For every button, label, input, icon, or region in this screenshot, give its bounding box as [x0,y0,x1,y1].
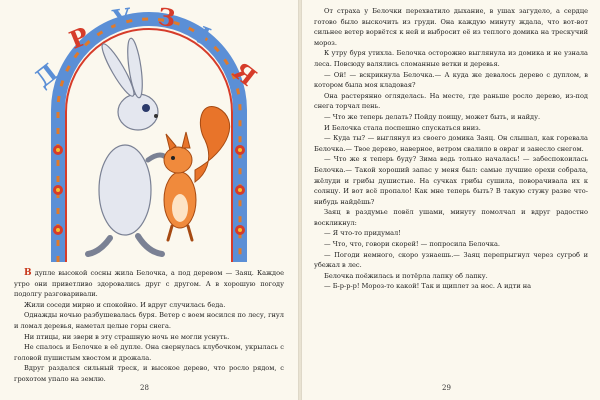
right-page-text [314,6,588,292]
title-letter: Р [65,21,93,55]
paragraph: Ни птицы, ни звери в эту страшную ночь не могли уснуть. [24,332,230,341]
paragraph: — Ой! — вскрикнула Белочка.— А куда же девалось дерево с дуплом, в котором была моя кладовая? [314,70,588,90]
paragraph: Заяц в раздумье повёл ушами, минуту помолчал и вдруг радостно воскликнул: [314,208,588,227]
paragraph: Не спалось и Белочке в её дупле. Она свернулась клубочком, укрылась с головой пушистым хвостом и дрожала. [14,343,284,362]
paragraph: И Белочка стала поспешно спускаться вниз. [324,123,481,132]
page-number-left: 28 [140,384,149,392]
drop-cap: В [24,268,32,278]
squirrel-figure [164,106,230,240]
paragraph: — Что же теперь делать? Пойду поищу, может быть, и найду. [324,112,541,121]
title-letter: З [156,1,178,33]
title-letter: Я [227,56,263,92]
paragraph: — Погоди немного, скоро узнаешь.— Заяц перепрыгнул через сугроб и убежал в лес. [314,250,588,270]
paragraph: Она растерянно огляделась. На месте, где раньше росло дерево, из-под снега торчал пень. [314,91,588,111]
right-page [302,0,600,400]
paragraph: Однажды ночью разбушевалась буря. Ветер с воем носился по лесу, гнул и ломал деревья, наметал целые горы снега. [14,311,284,330]
paragraph: К утру буря утихла. Белочка осторожно выглянула из домика и не узнала леса. Повсюду валялись сломанные ветки и деревья. [314,49,588,68]
left-page [0,0,298,400]
paragraph: Жили соседи мирно и спокойно. И вдруг случилась беда. [24,300,226,309]
title-letter: Д [28,57,64,94]
page-number-right: 29 [442,384,451,392]
paragraph: Вдруг раздался сильный треск, и высокое дерево, что росло рядом, с грохотом упало на землю. [14,364,284,383]
paragraph: — Я что-то придумал! [324,229,401,238]
hare-figure [88,37,168,254]
paragraph: — Что же я теперь буду? Зима ведь только началась! — забеспокоилась Белочка.— Такой хороший запас у меня был: самые лучшие орехи собрала, жёлуди и грибы душистые. На сучках грибы сушила, поворачивала их к солнцу. И вот всё пропало! Как мне теперь быть? В такую стужу разве что-нибудь найдёшь? [314,155,588,206]
paragraph: В дупле высокой сосны жила Белочка, а под деревом — Заяц. Каждое утро они приветливо здоровались друг с другом. А в хорошую погоду подолгу разговаривали. [14,268,284,299]
title-letter: У [110,1,134,34]
left-page-text [14,268,284,385]
title-letter: Ь [193,20,223,55]
paragraph: Белочка поёжилась и потёрла лапку об лапку. [324,271,488,280]
paragraph: От страха у Белочки перехватило дыхание, в ушах загудело, а сердце готово было выскочить из груди. Она каждую минуту ждала, что вот-вот сильнее ветер ворвётся к ней и выбросит её из теплого домика на трескучий мороз. [314,7,588,47]
friends-illustration [0,0,298,270]
paragraph: — Б-р-р-р! Мороз-то какой! Так и щиплет за нос. А идти на [324,282,532,291]
paragraph: — Куда ты? — выглянул из своего домика Заяц. Он слышал, как горевала Белочка.— Твое дерево, наверное, ветром свалило в овраг и занесло снегом. [314,134,588,153]
paragraph: — Что, что, говори скорей! — попросила Белочка. [324,240,500,249]
